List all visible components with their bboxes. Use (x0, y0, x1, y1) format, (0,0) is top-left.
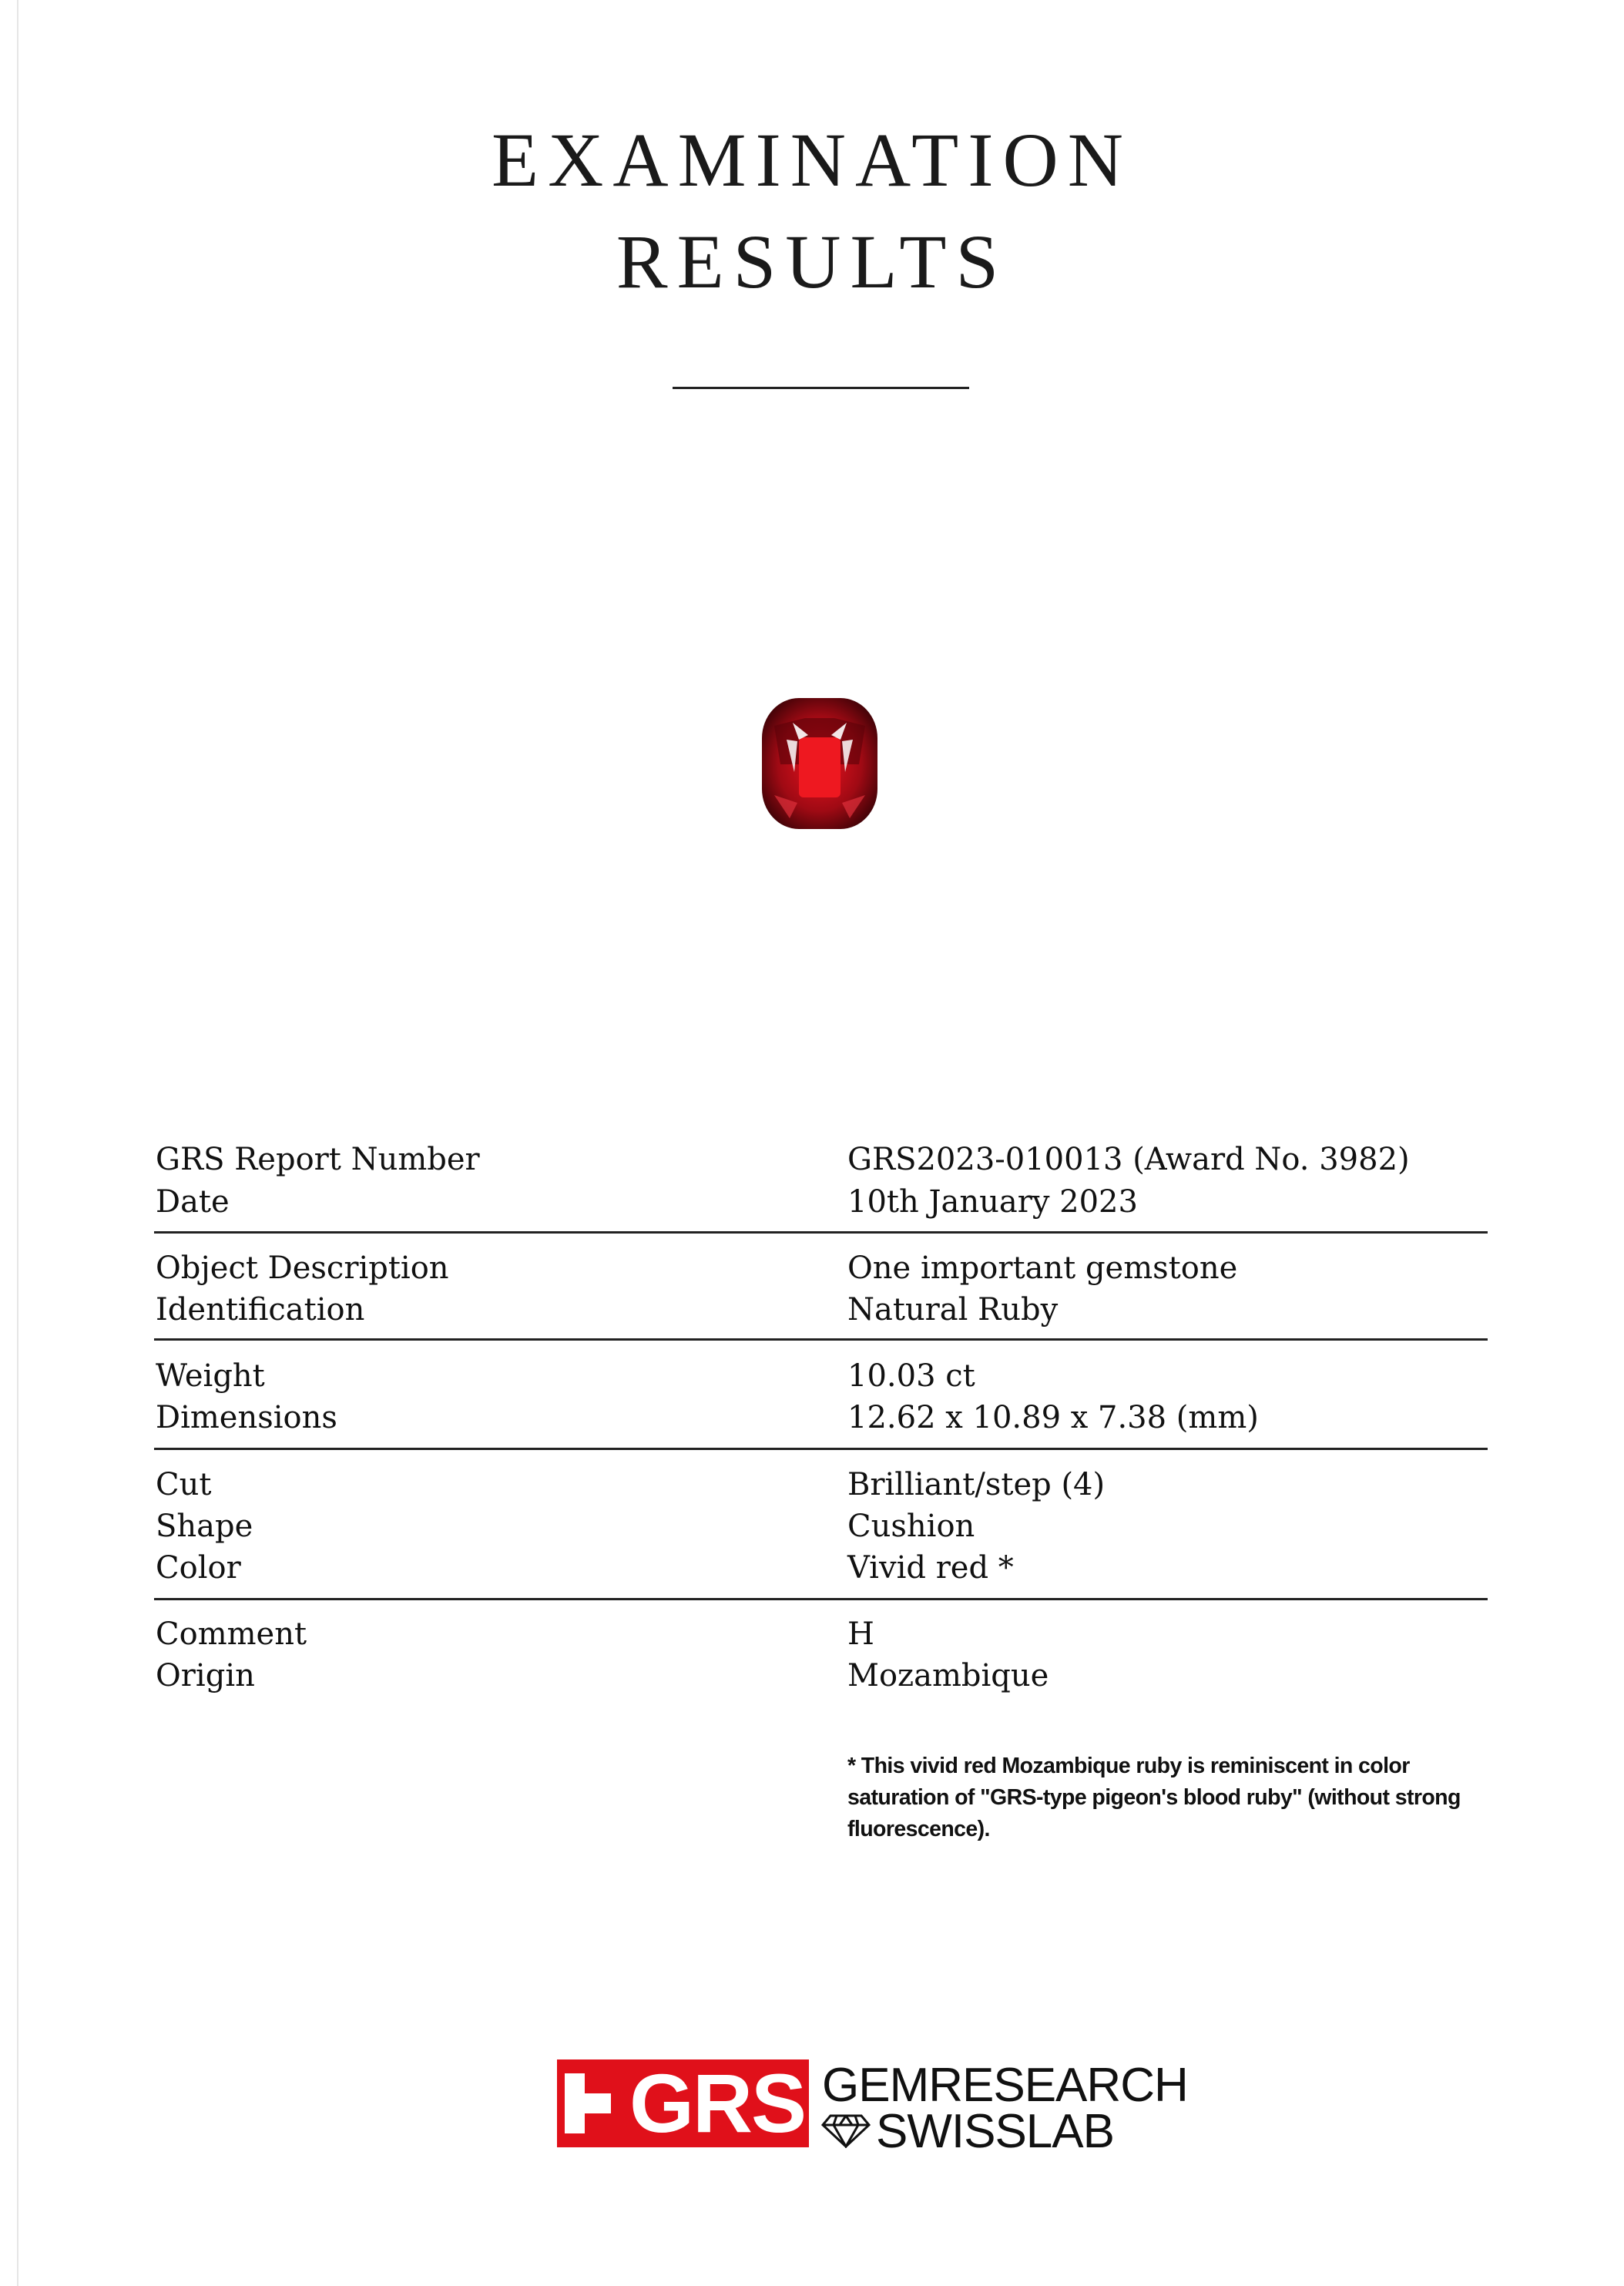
section-divider (154, 1448, 1488, 1450)
result-value: Brilliant/step (4) (847, 1467, 1106, 1502)
result-row-dimensions (156, 1397, 1488, 1438)
result-value: H (847, 1616, 874, 1652)
result-value: Vivid red * (847, 1550, 1014, 1586)
result-label: Weight (156, 1358, 265, 1394)
swiss-cross-icon (565, 2073, 625, 2133)
page-title-line2: RESULTS (616, 219, 1008, 304)
diamond-icon (821, 2114, 871, 2148)
result-label: GRS Report Number (156, 1142, 480, 1177)
result-row-cut (156, 1464, 1488, 1506)
result-label: Color (156, 1550, 241, 1586)
section-divider (154, 1338, 1488, 1341)
result-row-identification (156, 1289, 1488, 1331)
title-divider (673, 387, 969, 389)
result-row-weight (156, 1355, 1488, 1397)
color-footnote: * This vivid red Mozambique ruby is reminiscent in color saturation of "GRS-type pigeon's blood ruby" (without strong fluorescence). (847, 1754, 1461, 1841)
result-label: Date (156, 1184, 230, 1220)
logo-swisslab-text: SWISSLAB (876, 2105, 1114, 2158)
result-label: Cut (156, 1467, 212, 1502)
page-title-line1: EXAMINATION (492, 117, 1132, 203)
result-value: One important gemstone (847, 1250, 1238, 1286)
result-label: Dimensions (156, 1400, 337, 1435)
result-value: Mozambique (847, 1658, 1049, 1694)
grs-logo-mark (557, 2056, 809, 2150)
result-label: Object Description (156, 1250, 449, 1286)
logo-grs-text: GRS (629, 2056, 806, 2150)
result-label: Identification (156, 1292, 365, 1328)
result-value: Natural Ruby (847, 1292, 1059, 1328)
result-value: 10th January 2023 (847, 1184, 1138, 1220)
result-value: Cushion (847, 1509, 975, 1544)
result-label: Shape (156, 1509, 253, 1544)
ruby-gem-image (759, 695, 881, 832)
result-label: Comment (156, 1616, 307, 1652)
result-row-date (156, 1181, 1488, 1223)
page-edge (17, 0, 18, 2286)
result-row-shape (156, 1506, 1488, 1547)
result-row-origin (156, 1655, 1488, 1697)
section-divider (154, 1231, 1488, 1234)
result-row-object-description (156, 1247, 1488, 1289)
logo-gemresearch-text: GEMRESEARCH (822, 2059, 1188, 2112)
result-value: GRS2023-010013 (Award No. 3982) (847, 1142, 1410, 1177)
result-row-color (156, 1547, 1488, 1589)
result-row-report-number (156, 1139, 1488, 1180)
result-value: 10.03 ct (847, 1358, 975, 1394)
result-value: 12.62 x 10.89 x 7.38 (mm) (847, 1400, 1259, 1435)
result-row-comment (156, 1613, 1488, 1655)
section-divider (154, 1598, 1488, 1600)
result-label: Origin (156, 1658, 255, 1694)
